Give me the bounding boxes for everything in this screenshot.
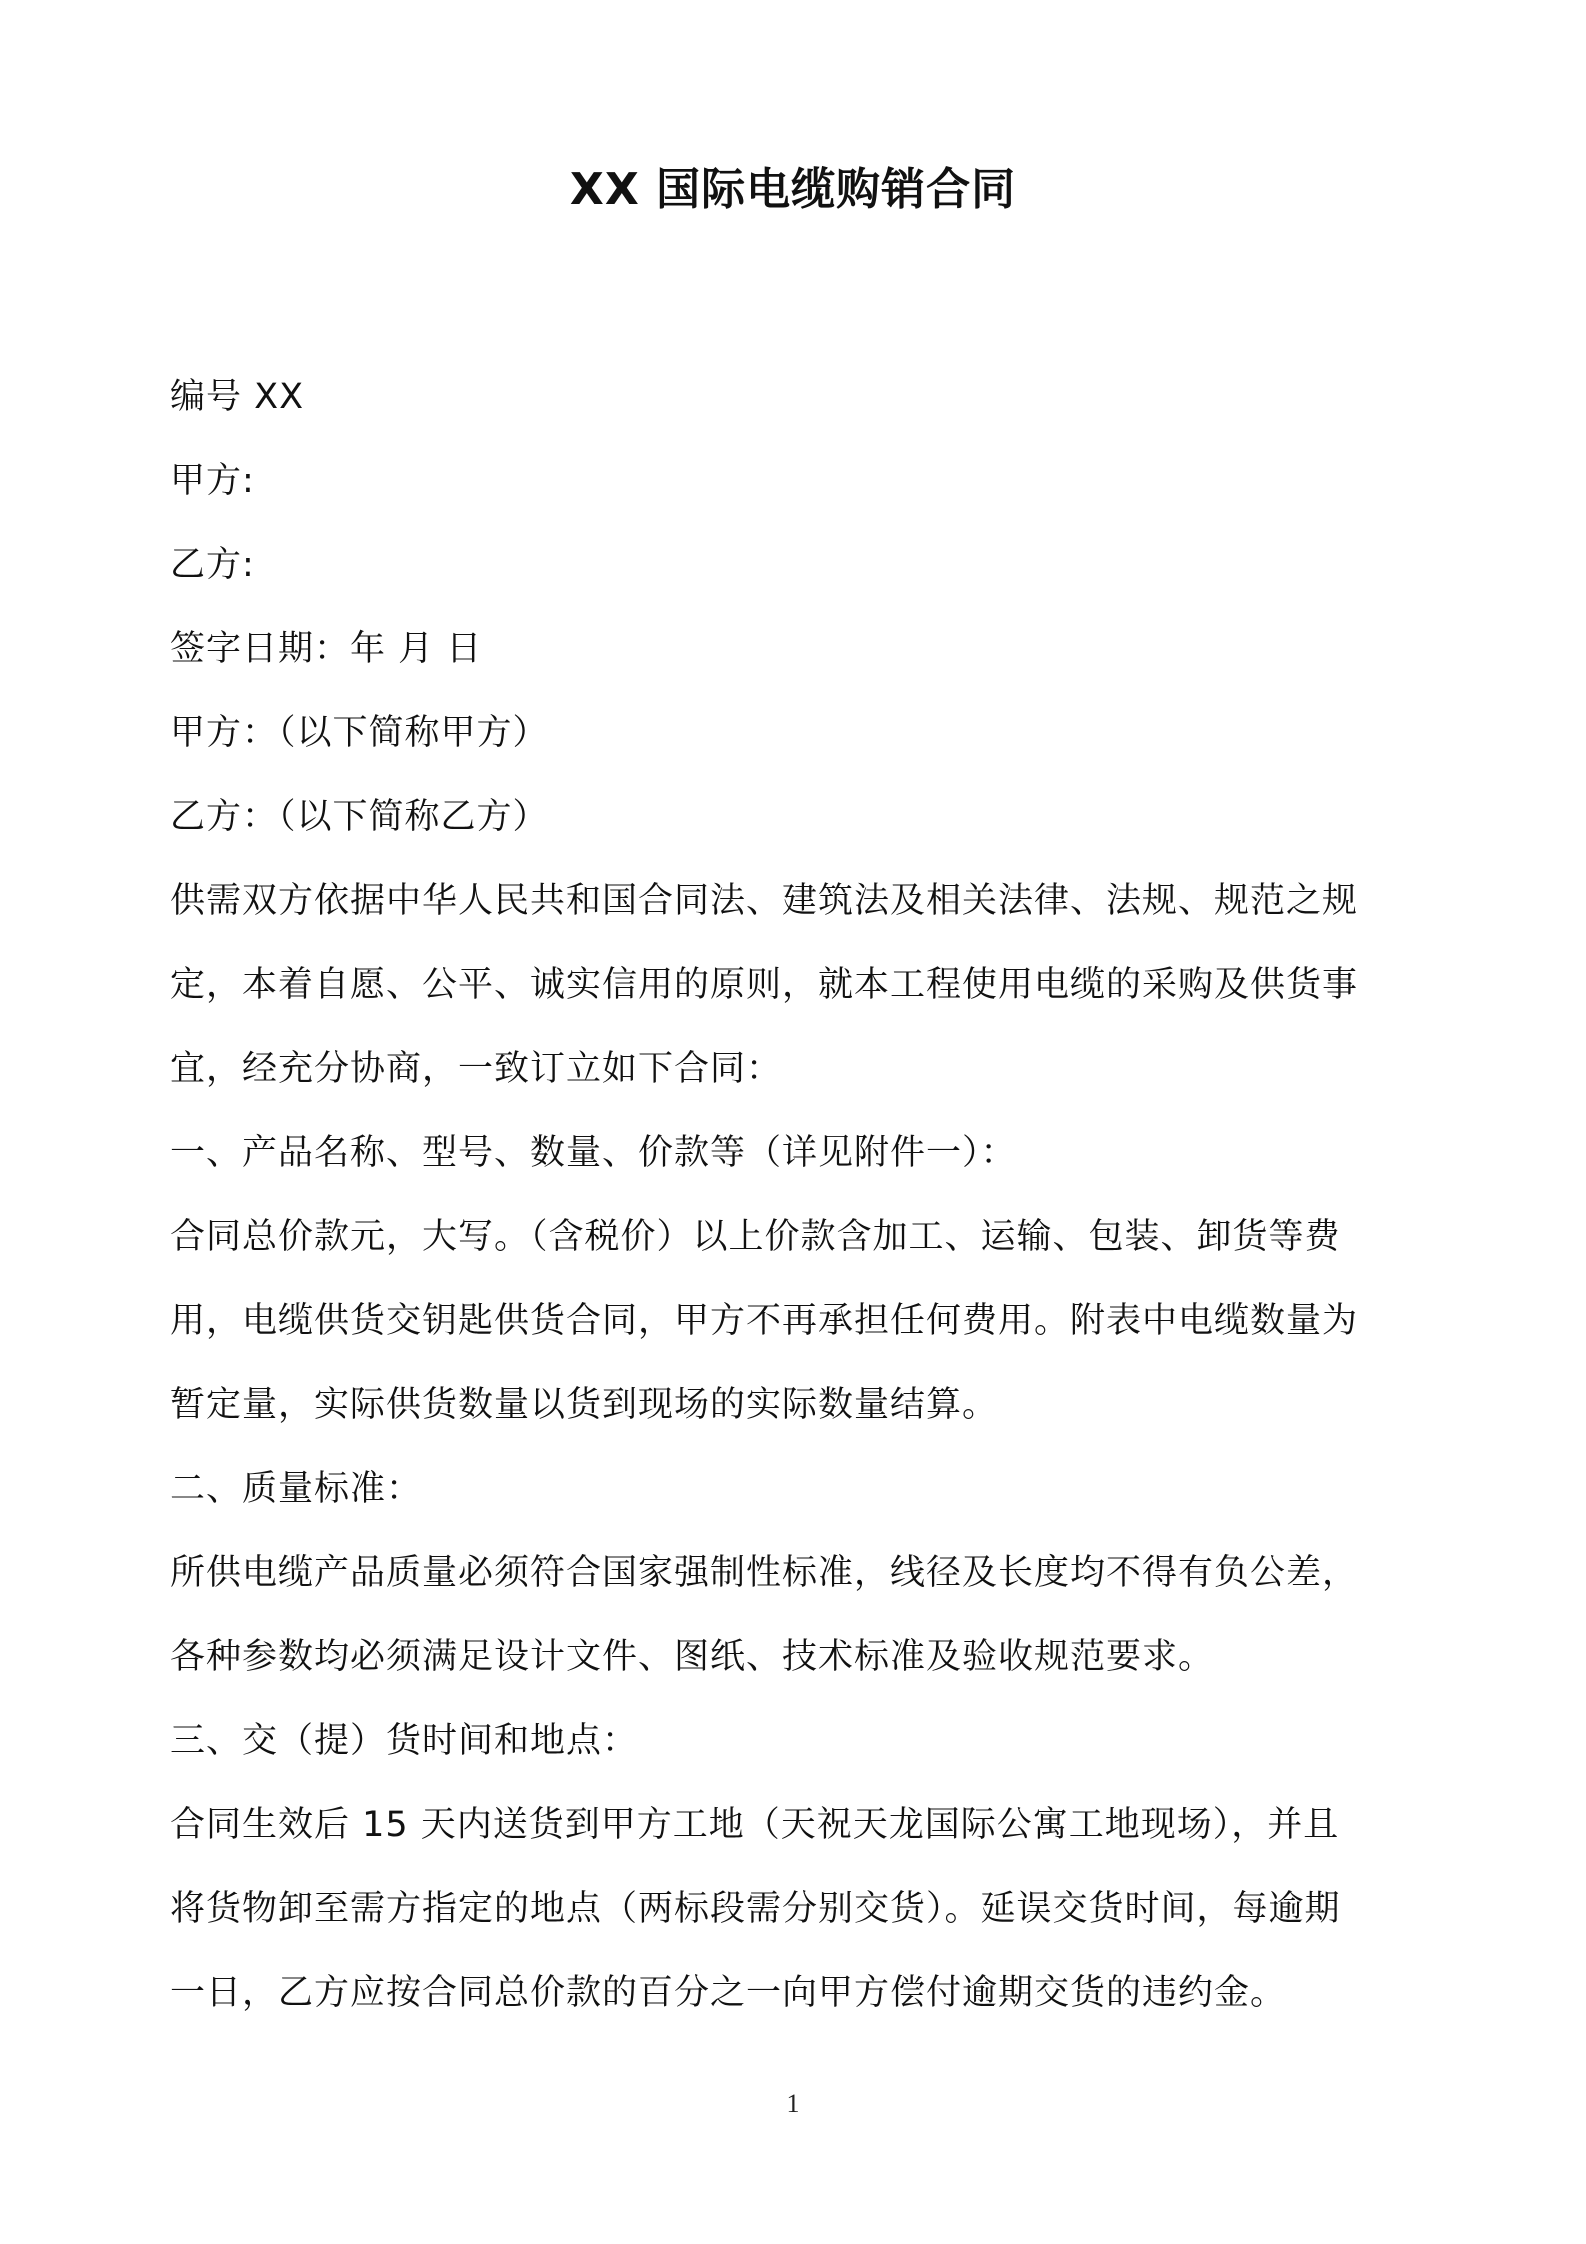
party-b-line: 乙方:	[170, 545, 255, 585]
party-a-abbreviation-line: 甲方：（以下简称甲方）	[170, 713, 549, 753]
preamble-line: 供需双方依据中华人民共和国合同法、建筑法及相关法律、法规、规范之规	[170, 881, 1359, 921]
section-heading: 二、质量标准：	[170, 1469, 423, 1509]
section-one-line: 用，电缆供货交钥匙供货合同，甲方不再承担任何费用。附表中电缆数量为	[170, 1301, 1359, 1341]
contract-number-line: 编号 XX	[170, 377, 305, 417]
signing-date-line: 签字日期：年 月 日	[170, 629, 483, 669]
section-three-line: 合同生效后 15 天内送货到甲方工地（天祝天龙国际公寓工地现场），并且	[170, 1805, 1340, 1845]
section-two-line: 所供电缆产品质量必须符合国家强制性标准，线径及长度均不得有负公差，	[170, 1553, 1359, 1593]
section-one-line: 暂定量，实际供货数量以货到现场的实际数量结算。	[170, 1385, 999, 1425]
section-heading: 一、产品名称、型号、数量、价款等（详见附件一）：	[170, 1133, 1017, 1173]
preamble-line: 宜，经充分协商，一致订立如下合同：	[170, 1049, 783, 1089]
section-two-line: 各种参数均必须满足设计文件、图纸、技术标准及验收规范要求。	[170, 1637, 1215, 1677]
party-b-abbreviation-line: 乙方：（以下简称乙方）	[170, 797, 549, 837]
document-title: XX 国际电缆购销合同	[569, 164, 1017, 215]
preamble-line: 定，本着自愿、公平、诚实信用的原则，就本工程使用电缆的采购及供货事	[170, 965, 1359, 1005]
section-three-line: 一日，乙方应按合同总价款的百分之一向甲方偿付逾期交货的违约金。	[170, 1973, 1287, 2013]
document-body	[170, 355, 1410, 2035]
section-one-line: 合同总价款元，大写。（含税价）以上价款含加工、运输、包装、卸货等费	[170, 1217, 1341, 1257]
section-heading: 三、交（提）货时间和地点：	[170, 1721, 639, 1761]
party-a-line: 甲方:	[170, 461, 255, 501]
page-number: 1	[786, 2089, 800, 2118]
section-three-line: 将货物卸至需方指定的地点（两标段需分别交货）。延误交货时间，每逾期	[170, 1889, 1341, 1929]
